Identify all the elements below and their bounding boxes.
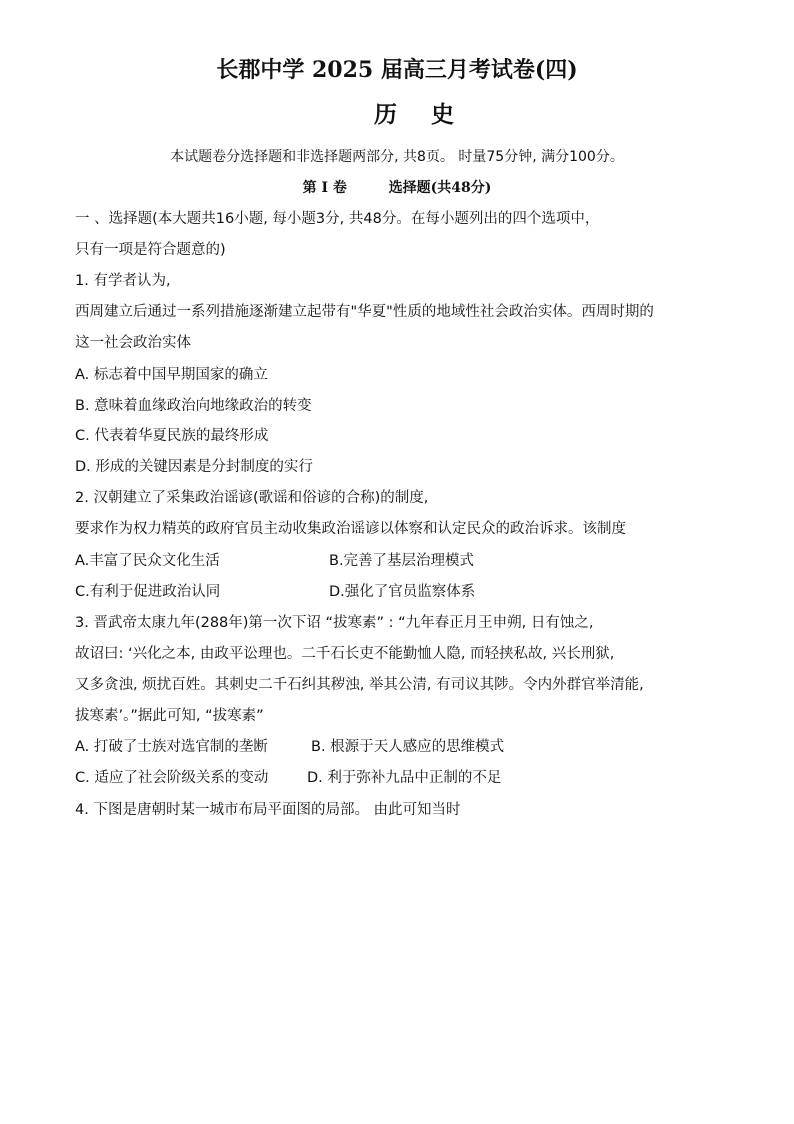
question-3-option-a: A. 打破了士族对选官制的垄断 (75, 739, 268, 755)
question-3-stem: 拔寒素’。”据此可知, “拔寒素” (75, 708, 264, 724)
question-2-options-row (75, 551, 475, 571)
question-3-options-row (75, 737, 505, 757)
question-1-stem: 1. 有学者认为, (75, 273, 171, 289)
question-2-option-d: D.强化了官员监察体系 (329, 584, 476, 600)
question-1-stem: 西周建立后通过一系列措施逐渐建立起带有"华夏"性质的地域性社会政治实体。西周时期的 (75, 304, 654, 320)
section-part: 第 I 卷 (302, 180, 347, 196)
subject-title: 历史 (374, 101, 488, 128)
question-3-stem: 故诏曰: ‘兴化之本, 由政平讼理也。二千石长吏不能勤恤人隐, 而轻挟私故, 兴长刑狱, (75, 646, 615, 662)
question-1-stem: 这一社会政治实体 (75, 335, 191, 351)
question-1-option-a: A. 标志着中国早期国家的确立 (75, 367, 268, 383)
question-4-stem: 4. 下图是唐朝时某一城市布局平面图的局部。 由此可知当时 (75, 802, 461, 818)
question-2-option-a: A.丰富了民众文化生活 (75, 553, 220, 569)
question-3-option-b: B. 根源于天人感应的思维模式 (311, 739, 505, 755)
question-3-options-row (75, 768, 502, 788)
instructions-line: 只有一项是符合题意的) (75, 242, 226, 258)
question-1-option-c: C. 代表着华夏民族的最终形成 (75, 428, 269, 444)
question-3-option-c: C. 适应了社会阶级关系的变动 (75, 770, 269, 786)
question-2-option-b: B.完善了基层治理模式 (329, 553, 475, 569)
section-name: 选择题(共48分) (388, 180, 492, 196)
question-2-stem: 2. 汉朝建立了采集政治谣谚(歌谣和俗谚的合称)的制度, (75, 490, 429, 506)
question-2-option-c: C.有利于促进政治认同 (75, 584, 221, 600)
question-2-options-row (75, 582, 476, 602)
question-2-stem: 要求作为权力精英的政府官员主动收集政治谣谚以体察和认定民众的政治诉求。该制度 (75, 521, 626, 537)
section-heading (0, 178, 794, 198)
question-3-stem: 又多贪浊, 烦扰百姓。其刺史二千石纠其秽浊, 举其公清, 有司议其陟。令内外群官举清能, (75, 677, 644, 693)
instructions-line: 一 、选择题(本大题共16小题, 每小题3分, 共48分。在每小题列出的四个选项中， (75, 211, 600, 227)
exam-title: 长郡中学 2025 届高三月考试卷(四) (216, 57, 578, 83)
question-3-option-d: D. 利于弥补九品中正制的不足 (307, 770, 502, 786)
question-1-option-d: D. 形成的关键因素是分封制度的实行 (75, 459, 313, 475)
exam-intro: 本试题卷分选择题和非选择题两部分, 共8页。 时量75分钟, 满分100分。 (170, 149, 624, 165)
question-1-option-b: B. 意味着血缘政治向地缘政治的转变 (75, 398, 312, 414)
question-3-stem: 3. 晋武帝太康九年(288年)第一次下诏 “拔寒素” : “九年春正月王申朔, 日有蚀之, (75, 615, 594, 631)
